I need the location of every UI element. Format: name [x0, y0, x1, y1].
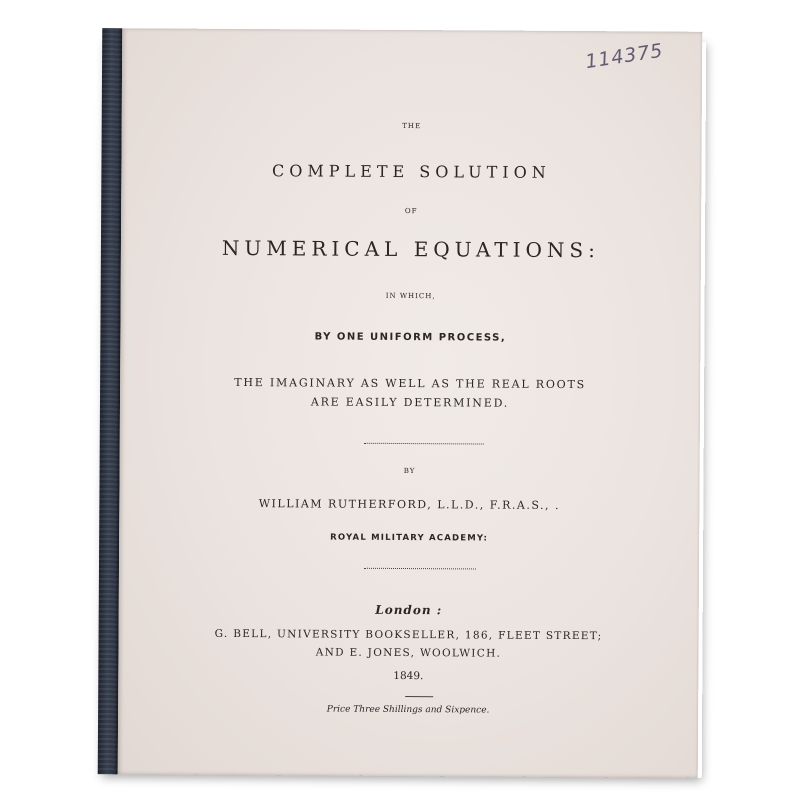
imprint-publisher-line-1: G. BELL, UNIVERSITY BOOKSELLER, 186, FLEET STREET;: [214, 627, 603, 643]
divider-rule-1: [364, 443, 484, 445]
title-line-2: NUMERICAL EQUATIONS:: [221, 235, 600, 263]
title-article: THE: [402, 122, 422, 131]
imprint-year: 1849.: [393, 669, 424, 683]
byline-by: BY: [403, 467, 416, 476]
subtitle-roots-line-1: THE IMAGINARY AS WELL AS THE REAL ROOTS: [234, 375, 587, 392]
imprint-price: Price Three Shillings and Sixpence.: [326, 704, 490, 716]
title-preposition: OF: [404, 207, 418, 216]
subtitle-roots-line-2: ARE EASILY DETERMINED.: [310, 395, 510, 410]
title-page-content: [118, 28, 703, 778]
booklet: [98, 28, 703, 778]
title-page: [118, 28, 703, 778]
divider-rule-3: [405, 696, 433, 697]
title-line-1: COMPLETE SOLUTION: [272, 161, 551, 182]
subtitle-in-which: IN WHICH,: [385, 291, 436, 301]
author-name: WILLIAM RUTHERFORD, L.L.D., F.R.A.S., .: [258, 497, 561, 512]
imprint-city: London :: [375, 602, 443, 618]
author-affiliation: ROYAL MILITARY ACADEMY:: [330, 532, 489, 544]
divider-rule-2: [364, 568, 476, 570]
imprint-publisher-line-2: AND E. JONES, WOOLWICH.: [315, 646, 502, 660]
subtitle-process: BY ONE UNIFORM PROCESS,: [314, 331, 507, 344]
handwritten-catalog-number: 114375: [584, 39, 666, 74]
